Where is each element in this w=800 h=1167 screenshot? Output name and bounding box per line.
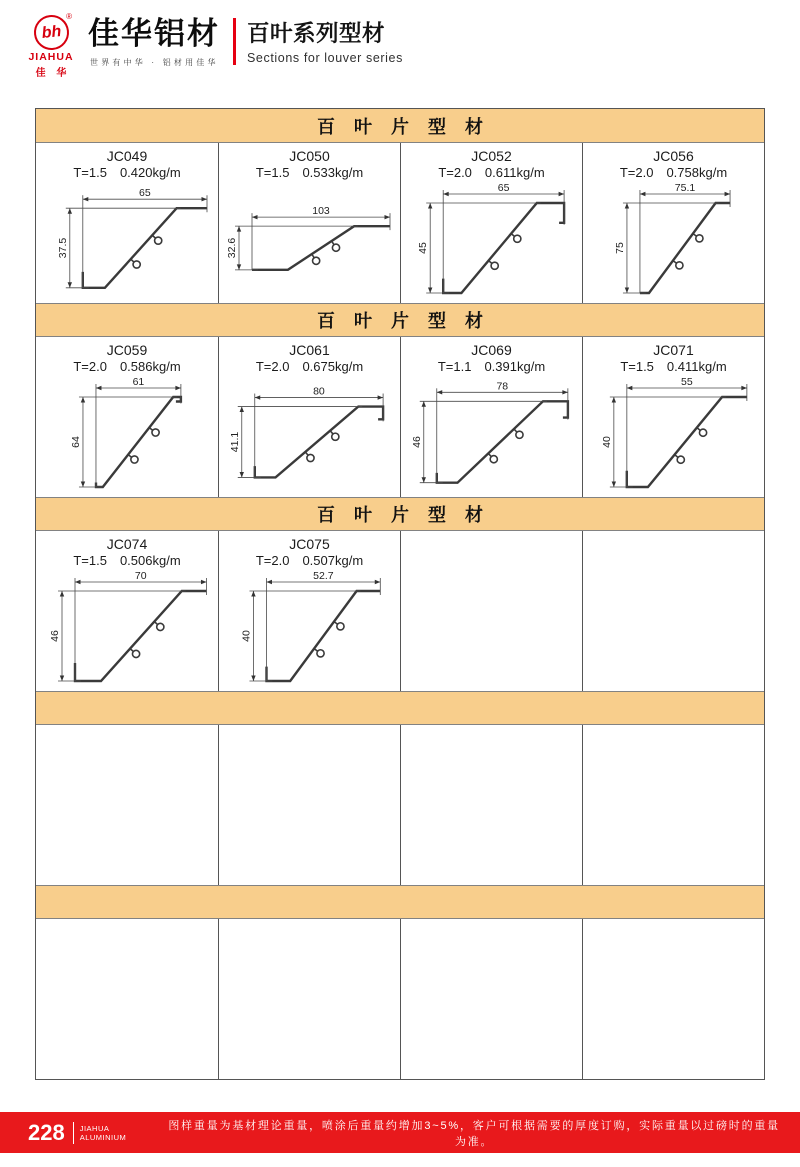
svg-text:64: 64	[69, 436, 82, 448]
profile-thickness: T=1.5	[73, 165, 107, 180]
profile-drawing-jc069	[404, 375, 580, 493]
profile-table	[35, 108, 765, 1080]
profile-drawing-jc056	[586, 181, 762, 299]
section-band: 百 叶 片 型 材	[36, 497, 764, 531]
svg-text:75.1: 75.1	[674, 182, 695, 194]
profile-weight: 0.507kg/m	[302, 553, 364, 568]
svg-text:103: 103	[311, 205, 330, 218]
profile-cell-jc075	[218, 531, 400, 691]
profile-thickness: T=1.5	[620, 359, 654, 374]
svg-text:70: 70	[134, 570, 147, 582]
profile-thickness: T=2.0	[619, 165, 654, 180]
footer-note: 图样重量为基材理论重量，喷涂后重量约增加3~5%，客户可根据需要的厚度订购，实际重量以过磅时的重量为准。	[168, 1119, 780, 1148]
profile-spec	[219, 359, 400, 375]
profile-weight: 0.611kg/m	[484, 165, 545, 180]
footer-divider	[73, 1122, 74, 1144]
svg-text:75: 75	[613, 242, 626, 254]
profile-row	[36, 725, 764, 885]
empty-cell	[218, 725, 400, 885]
svg-text:40: 40	[239, 630, 252, 642]
profile-code: JC049	[106, 148, 148, 164]
empty-cell	[400, 725, 582, 885]
svg-text:41.1: 41.1	[228, 431, 241, 453]
profile-cell-jc056	[582, 143, 764, 303]
profile-row	[36, 143, 764, 303]
section-band: 百 叶 片 型 材	[36, 303, 764, 337]
page-number: 228	[28, 1119, 65, 1145]
profile-code: JC071	[653, 342, 694, 358]
profile-code: JC075	[289, 536, 330, 552]
profile-weight: 0.391kg/m	[484, 359, 546, 374]
profile-weight: 0.586kg/m	[119, 359, 181, 374]
profile-weight: 0.533kg/m	[302, 165, 364, 180]
profile-cell-jc071	[582, 337, 764, 497]
series-title: 百叶系列型材	[247, 21, 386, 46]
footer-brand	[80, 1124, 127, 1142]
empty-cell	[36, 725, 218, 885]
company-block	[88, 12, 220, 68]
svg-text:40: 40	[600, 436, 613, 448]
page-header	[22, 12, 403, 98]
profile-row	[36, 531, 764, 691]
profile-weight: 0.506kg/m	[119, 553, 181, 568]
footer-brand-line1: JIAHUA	[79, 1123, 110, 1133]
profile-cell-jc061	[218, 337, 400, 497]
profile-thickness: T=1.5	[255, 165, 290, 180]
profile-drawing-jc071	[586, 375, 762, 493]
svg-text:45: 45	[416, 242, 429, 254]
profile-code: JC052	[471, 148, 512, 164]
svg-text:80: 80	[312, 385, 325, 398]
section-band: 百 叶 片 型 材	[36, 109, 764, 143]
logo-text-cn: 佳 华	[35, 68, 71, 79]
profile-spec	[401, 165, 582, 181]
profile-drawing-jc061	[222, 375, 398, 493]
profile-cell-jc050	[218, 143, 400, 303]
profile-drawing-jc049	[39, 181, 215, 299]
profile-drawing-jc075	[222, 569, 398, 687]
empty-cell	[400, 919, 582, 1079]
profile-thickness: T=1.1	[437, 359, 472, 374]
profile-spec	[583, 359, 764, 375]
svg-text:78: 78	[495, 380, 508, 393]
series-block	[247, 12, 403, 65]
profile-code: JC056	[653, 148, 694, 164]
profile-code: JC074	[106, 536, 148, 552]
svg-text:32.6: 32.6	[225, 237, 238, 259]
company-name: 佳华铝材	[88, 16, 220, 51]
profile-cell-jc069	[400, 337, 582, 497]
svg-text:65: 65	[139, 187, 151, 200]
profile-drawing-jc074	[39, 569, 215, 687]
profile-spec	[401, 359, 582, 375]
empty-cell	[218, 919, 400, 1079]
profile-weight: 0.758kg/m	[666, 165, 728, 180]
profile-weight: 0.675kg/m	[302, 359, 364, 374]
svg-text:46: 46	[410, 436, 423, 448]
series-subtitle: Sections for louver series	[247, 51, 403, 65]
empty-cell	[36, 919, 218, 1079]
logo-text-en: JIAHUA	[28, 51, 74, 63]
svg-text:46: 46	[49, 630, 61, 642]
profile-drawing-jc059	[39, 375, 215, 493]
profile-thickness: T=2.0	[438, 165, 472, 180]
profile-spec	[36, 359, 218, 375]
profile-thickness: T=2.0	[255, 359, 290, 374]
profile-drawing-jc052	[404, 181, 580, 299]
profile-cell-jc052	[400, 143, 582, 303]
logo-monogram: bh	[40, 22, 62, 42]
empty-cell	[582, 725, 764, 885]
profile-cell-jc049	[36, 143, 218, 303]
profile-spec	[36, 553, 218, 569]
svg-text:37.5: 37.5	[56, 237, 69, 259]
profile-spec	[583, 165, 764, 181]
svg-text:61: 61	[132, 376, 145, 388]
header-divider	[233, 18, 236, 65]
profile-cell-jc059	[36, 337, 218, 497]
profile-thickness: T=1.5	[73, 553, 107, 568]
svg-text:55: 55	[680, 376, 693, 388]
profile-code: JC059	[106, 342, 148, 358]
empty-cell	[400, 531, 582, 691]
svg-text:52.7: 52.7	[312, 570, 334, 582]
profile-weight: 0.411kg/m	[666, 359, 727, 374]
jiahua-logo	[22, 12, 80, 79]
company-slogan: 世界有中华 · 铝材用佳华	[90, 57, 219, 67]
profile-weight: 0.420kg/m	[119, 165, 181, 180]
profile-thickness: T=2.0	[255, 553, 290, 568]
profile-row	[36, 919, 764, 1079]
profile-spec	[219, 165, 400, 181]
profile-code: JC061	[289, 342, 330, 358]
registered-trademark-icon: ®	[66, 12, 72, 21]
section-band	[36, 885, 764, 919]
profile-code: JC050	[289, 148, 330, 164]
jiahua-logo-icon	[32, 13, 70, 51]
svg-text:65: 65	[497, 182, 509, 194]
section-band	[36, 691, 764, 725]
profile-row	[36, 337, 764, 497]
profile-code: JC069	[471, 342, 512, 358]
profile-spec	[219, 553, 400, 569]
empty-cell	[582, 919, 764, 1079]
profile-drawing-jc050	[222, 181, 398, 299]
profile-spec	[36, 165, 218, 181]
footer-brand-line2: ALUMINIUM	[79, 1132, 127, 1142]
profile-cell-jc074	[36, 531, 218, 691]
page-footer	[0, 1112, 800, 1153]
profile-thickness: T=2.0	[73, 359, 107, 374]
empty-cell	[582, 531, 764, 691]
